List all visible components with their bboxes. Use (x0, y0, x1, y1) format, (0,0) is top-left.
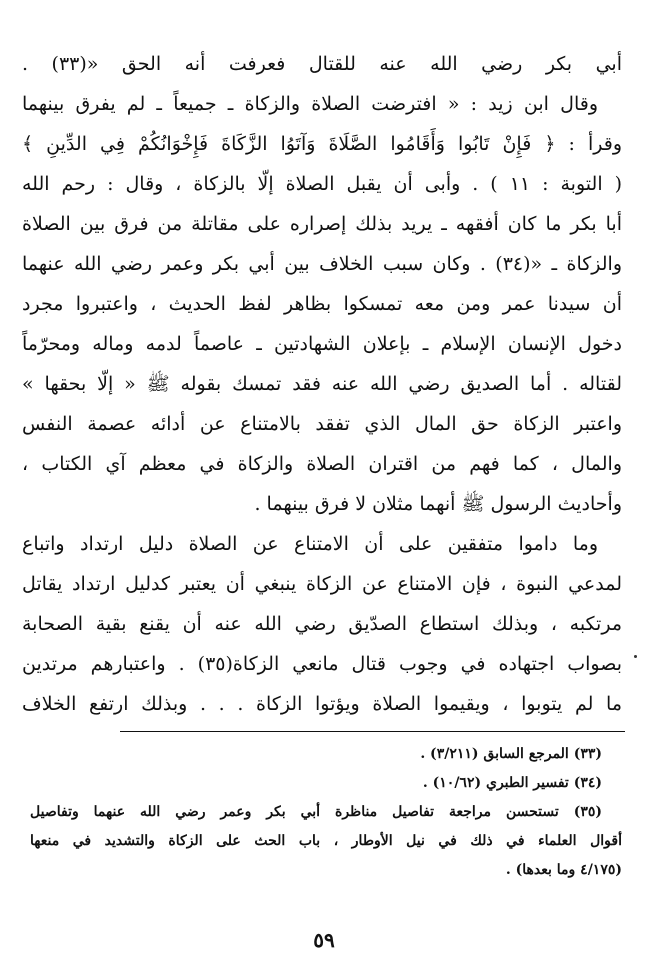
text-line: وقال ابن زيد : « افترضت الصلاة والزكاة ـ جميعاً ـ لم يفرق بينهما (22, 93, 598, 115)
main-text (22, 44, 622, 724)
text-line: ( التوبة : ١١ ) . وأبى أن يقبل الصلاة إلّا بالزكاة ، وقال : رحم الله (22, 173, 622, 195)
footnote-35-continuation: (٤/١٧٥ وما بعدها) . (505, 862, 622, 878)
footnote-35-continuation: أقوال العلماء في ذلك في نيل الأوطار ، باب الحث على الزكاة والتشديد في منعها (30, 833, 622, 849)
footnotes (30, 740, 622, 885)
text-line: واعتبر الزكاة حق المال الذي تفقد بالامتناع عن أدائه عصمة النفس (22, 413, 622, 435)
quran-verse-line: وقرأ : ﴿ فَإِنْ تَابُوا وَأَقَامُوا الصَّلَاةَ وَآتَوُا الزَّكَاةَ فَإِخْوَانُكُمْ فِي الدِّينِ ﴾ (22, 133, 622, 155)
text-line: دخول الإنسان الإسلام ـ بإعلان الشهادتين ـ عاصماً لدمه وماله ومحرّماً (22, 333, 622, 355)
text-line: وأحاديث الرسول ﷺ أنهما مثلان لا فرق بينهما . (254, 493, 622, 515)
text-line: وما داموا متفقين على أن الامتناع عن الصلاة دليل ارتداد واتباع (22, 533, 598, 555)
text-line: أبي بكر رضي الله عنه للقتال فعرفت أنه الحق «(٣٣) . (22, 53, 622, 75)
text-line: لقتاله . أما الصديق رضي الله عنه فقد تمسك بقوله ﷺ « إلّا بحقها » (22, 373, 622, 395)
text-line: لمدعي النبوة ، فإن الامتناع عن الزكاة ينبغي أن يعتبر كدليل ارتداد يقاتل (22, 573, 622, 595)
text-line: مرتكبه ، وبذلك استطاع الصدّيق رضي الله عنه أن يقنع بقية الصحابة (22, 613, 622, 635)
text-line: بصواب اجتهاده في وجوب قتال مانعي الزكاة(٣٥) . واعتبارهم مرتدين (22, 653, 622, 675)
footnote-34: (٣٤) تفسير الطبري (١٠/٦٢) . (422, 775, 602, 791)
text-line: أبا بكر ما كان أفقهه ـ يريد بذلك إصراره على مقاتلة من فرق بين الصلاة (22, 213, 622, 235)
text-line: والمال ، كما فهم من اقتران الصلاة والزكاة في معظم آي الكتاب ، (22, 453, 622, 475)
footnote-separator (120, 731, 625, 732)
scan-speck (634, 655, 637, 658)
page-number: ٥٩ (313, 928, 335, 952)
text-line: أن سيدنا عمر ومن معه تمسكوا بظاهر لفظ الحديث ، واعتبروا مجرد (22, 293, 622, 315)
footnote-33: (٣٣) المرجع السابق (٣/٢١١) . (420, 746, 602, 762)
text-line: والزكاة ـ «(٣٤) . وكان سبب الخلاف بين أبي بكر وعمر رضي الله عنهما (22, 253, 622, 275)
text-line: ما لم يتوبوا ، ويقيموا الصلاة ويؤتوا الزكاة . . . وبذلك ارتفع الخلاف (22, 693, 622, 715)
footnote-35: (٣٥) تستحسن مراجعة تفاصيل مناظرة أبي بكر وعمر رضي الله عنهما وتفاصيل (30, 804, 602, 820)
